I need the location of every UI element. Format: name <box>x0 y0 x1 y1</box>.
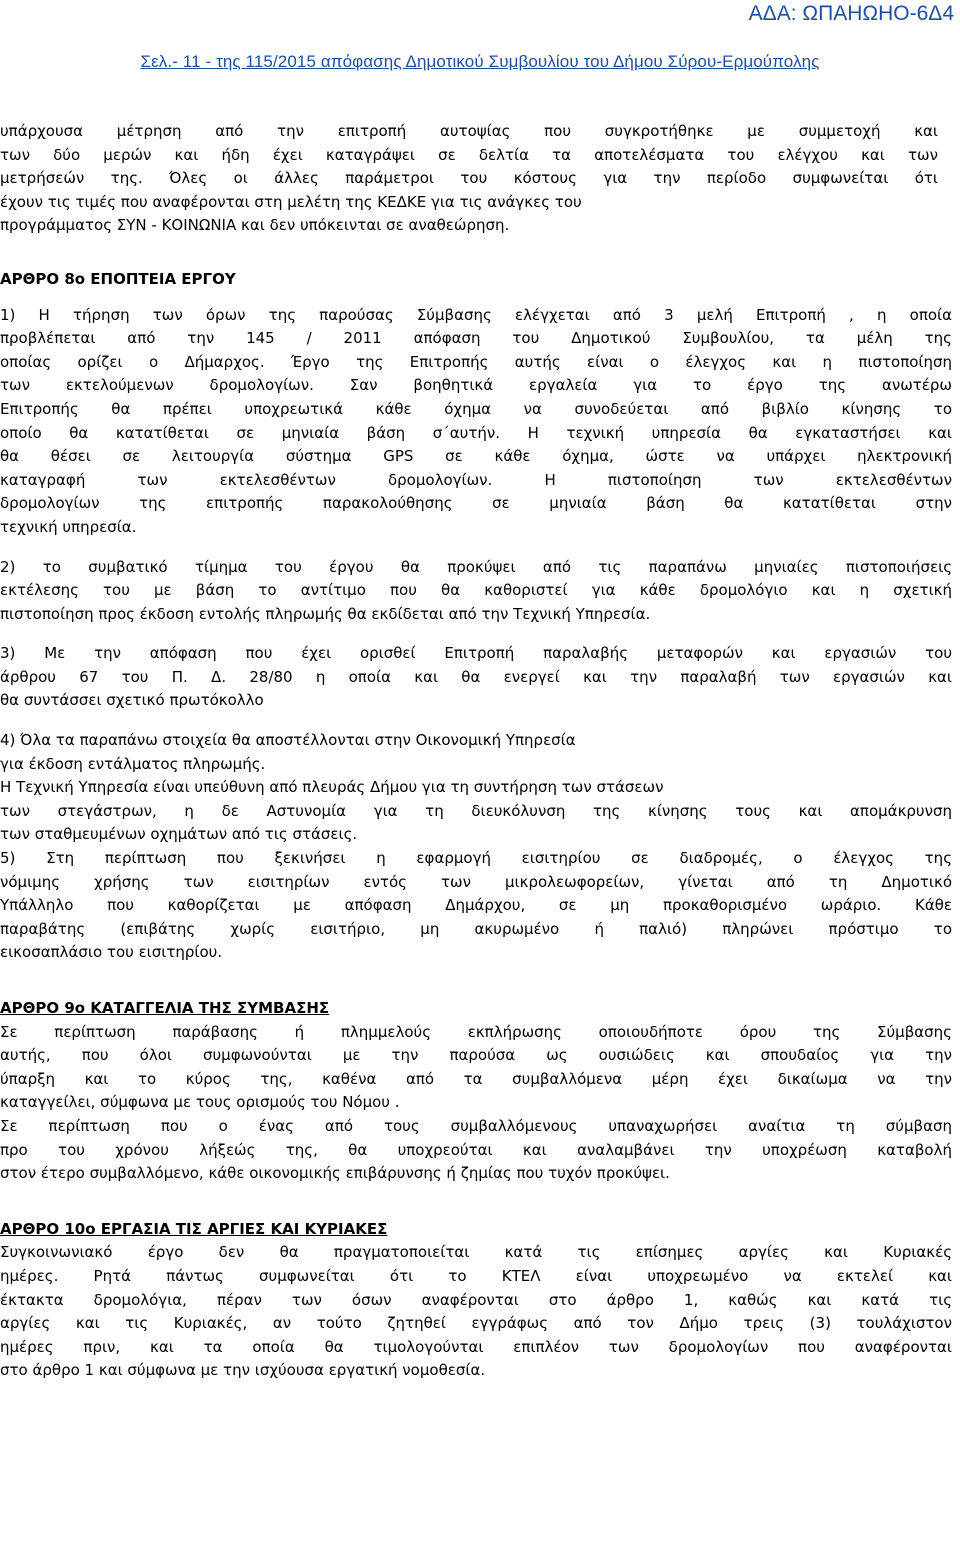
text-line: έκτακτα δρομολόγια, πέραν των όσων αναφέρονται στο άρθρο 1, καθώς και κατά τις <box>0 1290 952 1309</box>
text-line: στο άρθρο 1 και σύμφωνα με την ισχύουσα εργατική νομοθεσία. <box>0 1361 486 1380</box>
text-line: Επιτροπής θα πρέπει υποχρεωτικά κάθε όχημα να συνοδεύεται από βιβλίο κίνησης το <box>0 399 952 418</box>
page-reference-header: Σελ.- 11 - της 115/2015 απόφασης Δημοτικού Συμβουλίου του Δήμου Σύρου-Ερμούπολης <box>140 52 820 71</box>
text-line: προ του χρόνου λήξεώς της, θα υποχρεούται και αναλαμβάνει την υποχρέωση καταβολή <box>0 1140 952 1159</box>
text-line: 3) Με την απόφαση που έχει ορισθεί Επιτροπή παραλαβής μεταφορών και εργασιών του <box>0 644 952 663</box>
text-line: εικοσαπλάσιο του εισιτηρίου. <box>0 943 223 962</box>
text-line: 5) Στη περίπτωση που ξεκινήσει η εφαρμογή εισιτηρίου σε διαδρομές, ο έλεγχος της <box>0 849 952 868</box>
ada-code: ΑΔΑ: ΩΠΑΗΩΗΟ-6Δ4 <box>748 2 954 25</box>
text-line: μετρήσεών της. Όλες οι άλλες παράμετροι του κόστους για την περίοδο συμφωνείται ότι <box>0 169 938 188</box>
text-line: ημέρες πριν, και τα οποία θα τιμολογούνται επιπλέον των δρομολογίων που αναφέρονται <box>0 1337 952 1356</box>
text-line: των εκτελούμενων δρομολογίων. Σαν βοηθητικά εργαλεία για το έργο της ανωτέρω <box>0 376 952 395</box>
text-line: 1) Η τήρηση των όρων της παρούσας Σύμβασης ελέγχεται από 3 μελή Επιτροπή , η οποία <box>0 305 952 324</box>
text-line: ύπαρξη και το κύρος της, καθένα από τα συμβαλλόμενα μέρη έχει δικαίωμα να την <box>0 1069 952 1088</box>
text-line: προγράμματος ΣΥΝ - ΚΟΙΝΩΝΙΑ και δεν υπόκεινται σε αναθεώρηση. <box>0 216 510 235</box>
text-line: θα συντάσσει σχετικό πρωτόκολλο <box>0 691 264 710</box>
text-line: των στεγάστρων, η δε Αστυνομία για τη διευκόλυνση της κίνησης τους και απομάκρυνση <box>0 801 952 820</box>
text-line: των δύο μερών και ήδη έχει καταγράψει σε δελτία τα αποτελέσματα του ελέγχου και των <box>0 145 938 164</box>
text-line: Σε περίπτωση που ο ένας από τους συμβαλλόμενους υπαναχωρήσει αναίτια τη σύμβαση <box>0 1116 952 1135</box>
text-line: 4) Όλα τα παραπάνω στοιχεία θα αποστέλλονται στην Οικονομική Υπηρεσία <box>0 731 576 750</box>
text-line: καταγγείλει, σύμφωνα με τους ορισμούς του Νόμου . <box>0 1093 400 1112</box>
text-line: Υπάλληλο που καθορίζεται με απόφαση Δημάρχου, σε μη προκαθορισμένο ωράριο. Κάθε <box>0 896 952 915</box>
text-line: προβλέπεται από την 145 / 2011 απόφαση του Δημοτικού Συμβουλίου, τα μέλη της <box>0 329 952 348</box>
article-9-heading: ΑΡΘΡΟ 9ο ΚΑΤΑΓΓΕΛΙΑ ΤΗΣ ΣΥΜΒΑΣΗΣ <box>0 999 330 1017</box>
text-line: νόμιμης χρήσης των εισιτηρίων εντός των μικρολεωφορείων, γίνεται από τη Δημοτικό <box>0 872 952 891</box>
text-line: τεχνική υπηρεσία. <box>0 517 137 536</box>
text-line: Σε περίπτωση παράβασης ή πλημμελούς εκπλήρωσης οποιουδήποτε όρου της Σύμβασης <box>0 1022 952 1041</box>
text-line: αργίες και τις Κυριακές, αν τούτο ζητηθεί εγγράφως από τον Δήμο τρεις (3) τουλάχιστον <box>0 1314 952 1333</box>
text-line: Συγκοινωνιακό έργο δεν θα πραγματοποιείται κατά τις επίσημες αργίες και Κυριακές <box>0 1243 952 1262</box>
text-line: οποίο θα κατατίθεται σε μηνιαία βάση σ΄αυτήν. Η τεχνική υπηρεσία θα εγκαταστήσει και <box>0 423 952 442</box>
text-line: θα θέσει σε λειτουργία σύστημα GPS σε κάθε όχημα, ώστε να υπάρχει ηλεκτρονική <box>0 447 952 466</box>
text-line: αυτής, που όλοι συμφωνούνται με την παρούσα ως ουσιώδεις και σπουδαίος για την <box>0 1046 952 1065</box>
text-line: στον έτερο συμβαλλόμενο, κάθε οικονομικής επιβάρυνσης ή ζημίας που τυχόν προκύψει. <box>0 1164 670 1183</box>
text-line: των σταθμευμένων οχημάτων από τις στάσεις. <box>0 825 358 844</box>
text-line: έχουν τις τιμές που αναφέρονται στη μελέτη της ΚΕΔΚΕ για τις ανάγκες του <box>0 192 582 211</box>
text-line: δρομολογίων της επιτροπής παρακολούθησης σε μηνιαία βάση θα κατατίθεται στην <box>0 494 952 513</box>
text-line: οποίας ορίζει ο Δήμαρχος. Έργο της Επιτροπής αυτής είναι ο έλεγχος και η πιστοποίηση <box>0 352 952 371</box>
text-line: Η Τεχνική Υπηρεσία είναι υπεύθυνη από πλευράς Δήμου για τη συντήρηση των στάσεων <box>0 778 664 797</box>
article-8-heading: ΑΡΘΡΟ 8ο ΕΠΟΠΤΕΙΑ ΕΡΓΟΥ <box>0 269 236 288</box>
article-10-heading: ΑΡΘΡΟ 10ο ΕΡΓΑΣΙΑ ΤΙΣ ΑΡΓΙΕΣ ΚΑΙ ΚΥΡΙΑΚΕΣ <box>0 1219 388 1238</box>
text-line: άρθρου 67 του Π. Δ. 28/80 η οποία και θα ενεργεί και την παραλαβή των εργασιών και <box>0 667 952 686</box>
text-line: υπάρχουσα μέτρηση από την επιτροπή αυτοψίας που συγκροτήθηκε με συμμετοχή και <box>0 122 938 140</box>
text-line: ημέρες. Ρητά πάντως συμφωνείται ότι το ΚΤΕΛ είναι υποχρεωμένο να εκτελεί και <box>0 1266 952 1285</box>
text-line: 2) το συμβατικό τίμημα του έργου θα προκύψει από τις παραπάνω μηνιαίες πιστοποιήσεις <box>0 557 952 576</box>
text-line: εκτέλεσης του με βάση το αντίτιμο που θα καθοριστεί για κάθε δρομολόγιο και η σχετική <box>0 581 952 600</box>
text-line: παραβάτης (επιβάτης χωρίς εισιτήριο, μη ακυρωμένο ή παλιό) πληρώνει πρόστιμο το <box>0 919 952 938</box>
text-line: καταγραφή των εκτελεσθέντων δρομολογίων. Η πιστοποίηση των εκτελεσθέντων <box>0 470 952 489</box>
document-body <box>0 120 960 1383</box>
text-line: πιστοποίηση προς έκδοση εντολής πληρωμής θα εκδίδεται από την Τεχνική Υπηρεσία. <box>0 604 651 623</box>
text-line: για έκδοση εντάλματος πληρωμής. <box>0 754 266 773</box>
